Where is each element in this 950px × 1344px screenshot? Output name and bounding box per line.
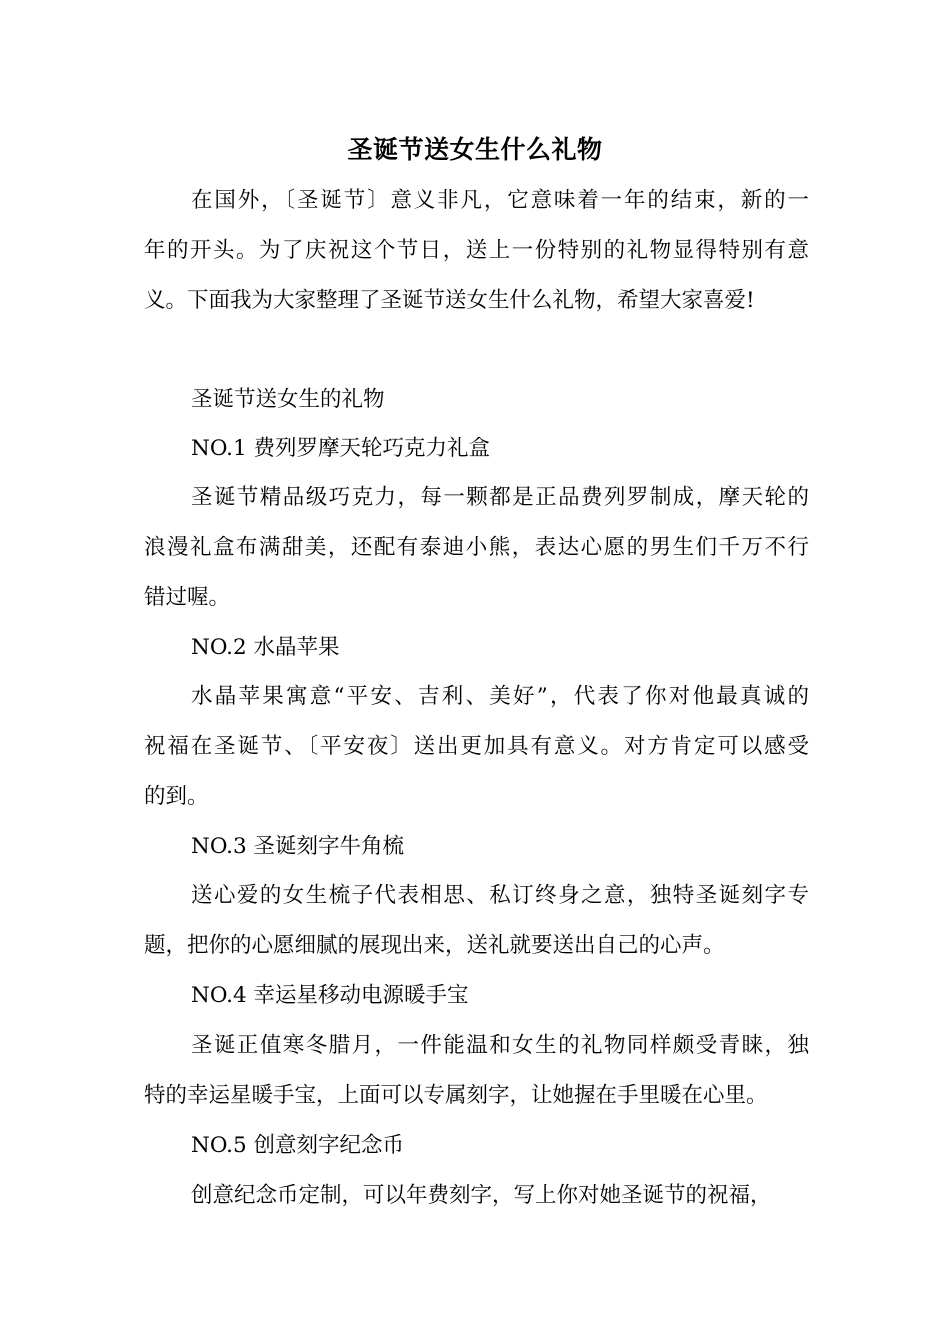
section-heading: 圣诞节送女生的礼物 xyxy=(191,387,385,412)
item-line: 创意纪念币定制，可以年费刻字，写上你对她圣诞节的祝福， xyxy=(191,1183,772,1208)
intro-line: 年的开头。为了庆祝这个节日，送上一份特别的礼物显得特别有意 xyxy=(144,238,809,263)
item-heading: NO.3 圣诞刻字牛角梳 xyxy=(191,834,405,859)
item-line: 的到。 xyxy=(144,784,209,809)
item-line: 水晶苹果寓意“平安、吉利、美好”，代表了你对他最真诚的 xyxy=(191,684,809,709)
item-line: 浪漫礼盒布满甜美，还配有泰迪小熊，表达心愿的男生们千万不行 xyxy=(144,535,809,560)
item-heading: NO.4 幸运星移动电源暖手宝 xyxy=(191,983,469,1008)
item-line: 祝福在圣诞节、〔平安夜〕送出更加具有意义。对方肯定可以感受 xyxy=(144,734,809,759)
intro-line: 在国外，〔圣诞节〕意义非凡，它意味着一年的结束，新的一 xyxy=(191,188,809,213)
item-line: 错过喔。 xyxy=(144,585,231,610)
document-title: 圣诞节送女生什么礼物 xyxy=(347,135,603,164)
item-heading: NO.5 创意刻字纪念币 xyxy=(191,1133,405,1158)
item-line: 圣诞节精品级巧克力，每一颗都是正品费列罗制成，摩天轮的 xyxy=(191,485,809,510)
intro-line: 义。下面我为大家整理了圣诞节送女生什么礼物，希望大家喜爱! xyxy=(144,288,755,313)
item-line: 圣诞正值寒冬腊月，一件能温和女生的礼物同样颇受青睐，独 xyxy=(191,1033,809,1058)
item-line: 特的幸运星暖手宝，上面可以专属刻字，让她握在手里暖在心里。 xyxy=(144,1083,768,1108)
item-line: 送心爱的女生梳子代表相思、私订终身之意，独特圣诞刻字专 xyxy=(191,883,809,908)
item-heading: NO.1 费列罗摩天轮巧克力礼盒 xyxy=(191,436,491,461)
item-heading: NO.2 水晶苹果 xyxy=(191,635,340,660)
item-line: 题，把你的心愿细腻的展现出来，送礼就要送出自己的心声。 xyxy=(144,933,725,958)
